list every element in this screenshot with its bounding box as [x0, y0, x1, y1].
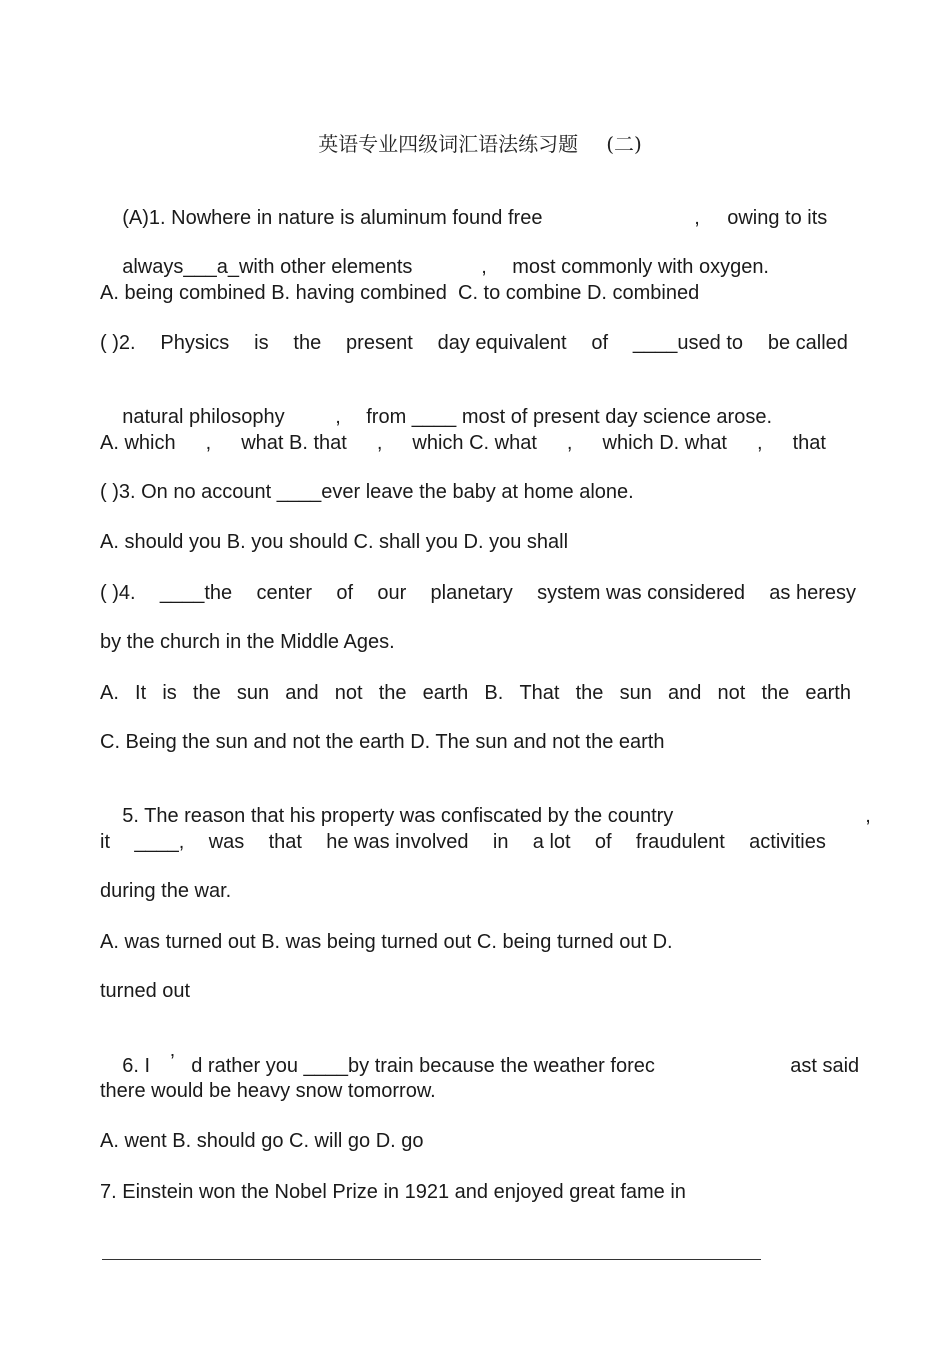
q1-text: (A)1. Nowhere in nature is aluminum found free [122, 207, 543, 229]
footer-rule [102, 1259, 761, 1260]
q4-option-word: not [334, 682, 363, 704]
q3-stem: ( )3. On no account ____ever leave the baby at home alone. [100, 481, 634, 503]
comma: , [205, 432, 212, 454]
q2-word: be called [767, 332, 848, 354]
q2-option: which D. what [602, 432, 727, 454]
q5-word: he was involved [326, 831, 469, 853]
q4-option-word: the [761, 682, 790, 704]
q4-option-word: not [717, 682, 746, 704]
q5-word: activities [749, 831, 826, 853]
q1-text-2-end: most commonly with oxygen. [512, 256, 769, 278]
q2-options [100, 431, 826, 455]
q5-options-2: turned out [100, 980, 191, 1002]
q4-option-word: earth [805, 682, 851, 704]
q3-options: A. should you B. you should C. shall you D. you shall [100, 531, 569, 553]
q2-option: what B. that [241, 432, 347, 454]
q5-text: 5. The reason that his property was confiscated by the country [122, 805, 674, 827]
comma: , [757, 432, 763, 454]
q2-word: the [293, 332, 322, 354]
q4-option-word: A. [100, 682, 119, 704]
q4-word: of [336, 582, 354, 604]
q5-word: a lot [532, 831, 571, 853]
q2-word: Physics [160, 332, 230, 354]
q4-option-word: That [519, 682, 560, 704]
q4-word: planetary [430, 582, 513, 604]
q4-option-word: and [285, 682, 319, 704]
page-title [0, 128, 950, 157]
q5-options-1: A. was turned out B. was being turned out C. being turned out D. [100, 931, 673, 953]
q5-line3: during the war. [100, 880, 232, 902]
q4-word: ____the [159, 582, 233, 604]
q4-word: ( )4. [100, 582, 136, 604]
q2-option: which C. what [412, 432, 537, 454]
q2-option: that [792, 432, 826, 454]
comma: , [566, 432, 573, 454]
q2-word: of [591, 332, 609, 354]
q4-options-1 [100, 681, 851, 705]
q4-word: as heresy [769, 582, 856, 604]
q4-option-word: sun [236, 682, 270, 704]
comma: , [335, 406, 341, 428]
q6-text-mid: d rather you ____by train because the weather forec [191, 1055, 655, 1077]
comma: , [481, 256, 487, 278]
comma: , [694, 207, 700, 229]
q1-text-end: owing to its [727, 207, 828, 229]
q5-word: fraudulent [635, 831, 725, 853]
q2-word: ( )2. [100, 332, 136, 354]
q5-word: ____, [134, 831, 185, 853]
apostrophe: ’ [170, 1051, 175, 1073]
q5-word: that [268, 831, 302, 853]
comma: , [376, 432, 383, 454]
q1-options: A. being combined B. having combined C. to combine D. combined [100, 282, 700, 304]
title-main: 英语专业四级词汇语法练习题 [318, 132, 579, 156]
q4-option-word: the [192, 682, 221, 704]
q4-option-word: the [378, 682, 407, 704]
q2-word: day equivalent [437, 332, 567, 354]
q2-word: ____used to [632, 332, 744, 354]
q4-word: center [256, 582, 313, 604]
q4-word: system was considered [537, 582, 745, 604]
q4-option-word: It [135, 682, 147, 704]
q2-word: present [346, 332, 413, 354]
q6-options: A. went B. should go C. will go D. go [100, 1130, 424, 1152]
q4-option-word: the [575, 682, 604, 704]
q2-option: A. which [100, 432, 176, 454]
q2-text-2-end: from ____ most of present day science arose. [366, 406, 772, 428]
q4-word: our [377, 582, 407, 604]
q2-line1 [100, 331, 848, 355]
q4-option-word: is [162, 682, 177, 704]
q4-option-word: earth [422, 682, 469, 704]
q7-line1: 7. Einstein won the Nobel Prize in 1921 and enjoyed great fame in [100, 1181, 686, 1203]
q4-option-word: B. [484, 682, 504, 704]
q2-text-2: natural philosophy [122, 406, 285, 428]
q5-line1-comma [843, 780, 871, 852]
title-sub: (二) [606, 132, 642, 156]
q4-line2: by the church in the Middle Ages. [100, 631, 395, 653]
q5-word: of [594, 831, 612, 853]
q6-text: 6. I [122, 1055, 151, 1077]
q4-option-word: sun [619, 682, 652, 704]
comma: , [865, 805, 871, 827]
q5-word: was [208, 831, 245, 853]
q6-text-end: ast said [790, 1055, 860, 1077]
q5-word: in [492, 831, 509, 853]
q6-line2: there would be heavy snow tomorrow. [100, 1080, 436, 1102]
q2-word: is [254, 332, 269, 354]
q4-options-2: C. Being the sun and not the earth D. The sun and not the earth [100, 731, 665, 753]
q4-line1 [100, 581, 856, 605]
q5-word: it [100, 831, 110, 853]
q5-line2 [100, 830, 826, 854]
q1-text-2: always___a_with other elements [122, 256, 413, 278]
q6-line1-end [768, 1030, 859, 1102]
q4-option-word: and [667, 682, 702, 704]
